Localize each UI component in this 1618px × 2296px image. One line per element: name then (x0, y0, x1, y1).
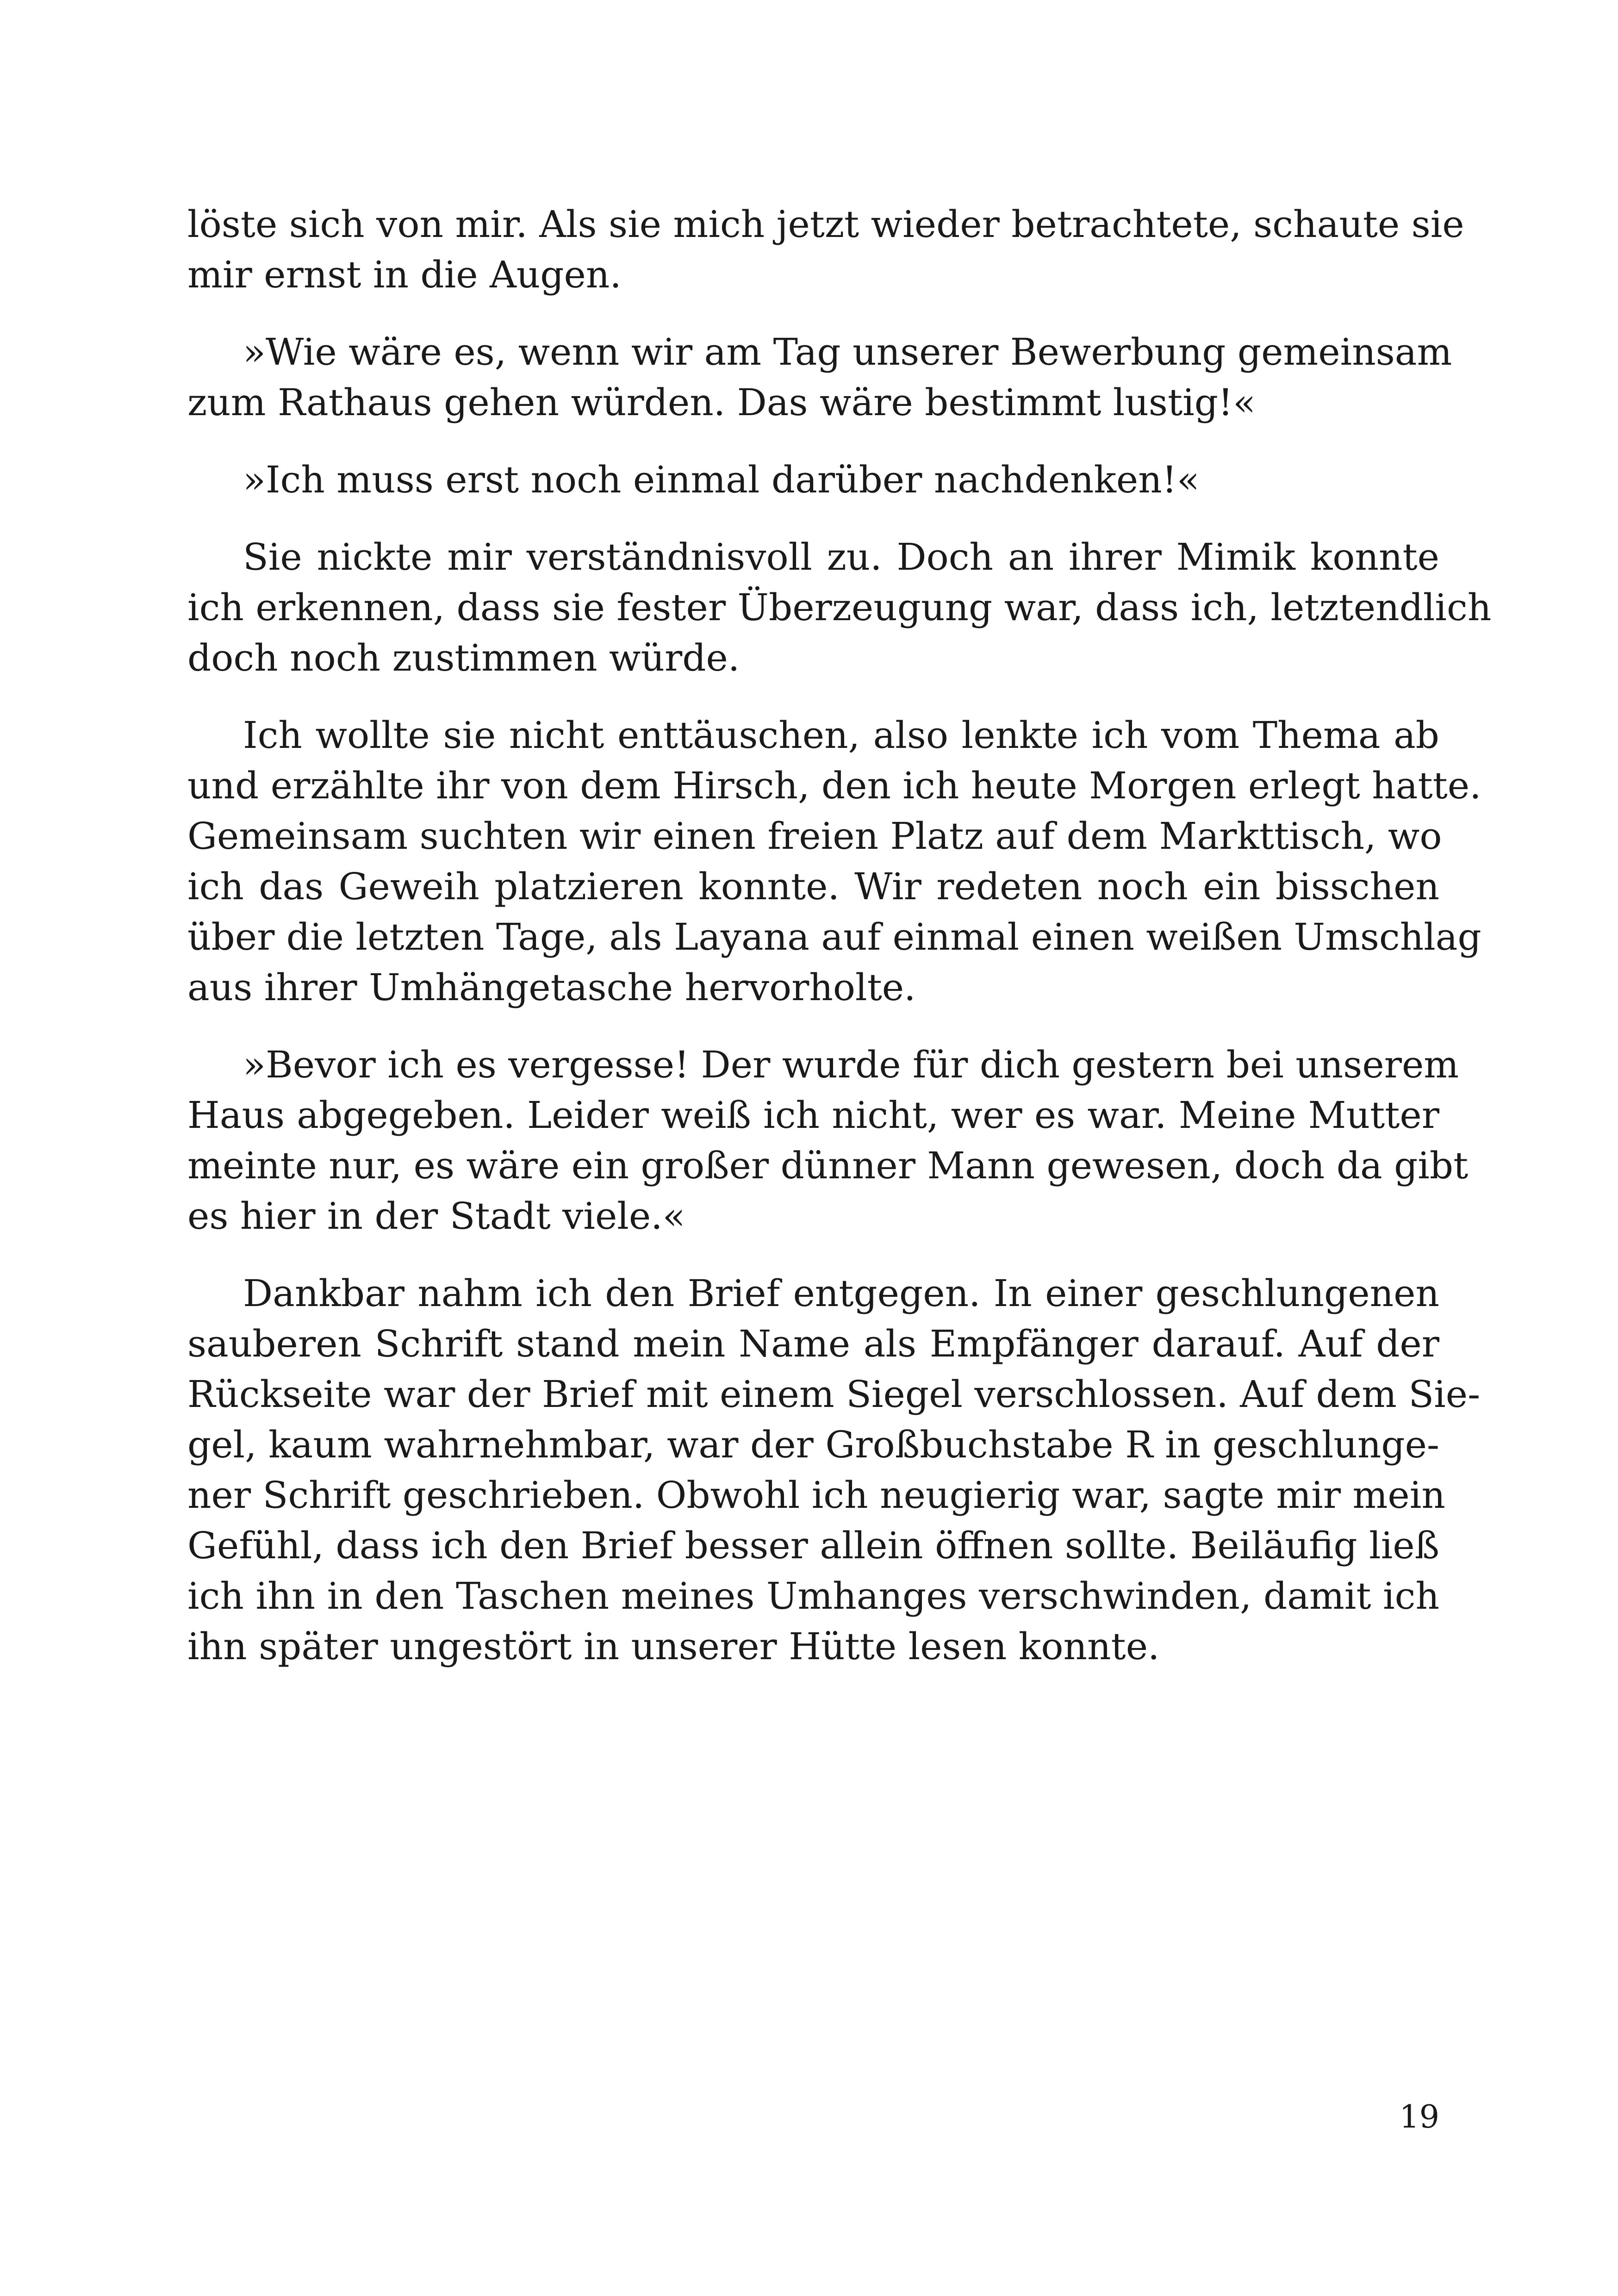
text-line: Ich wollte sie nicht enttäuschen, also lenkte ich vom Thema ab (243, 714, 1439, 757)
paragraph (187, 199, 1464, 300)
text-line: »Bevor ich es vergesse! Der wurde für dich gestern bei unserem (243, 1043, 1459, 1086)
text-line: Sie nickte mir verständnisvoll zu. Doch an ihrer Mimik konnte (243, 535, 1439, 579)
text-line: mir ernst in die Augen. (187, 253, 622, 296)
body-text (187, 199, 1492, 1699)
text-line: es hier in der Stadt viele.« (187, 1195, 685, 1238)
text-line: »Ich muss erst noch einmal darüber nachdenken!« (243, 458, 1200, 501)
text-line: über die letzten Tage, als Layana auf einmal einen weißen Umschlag (187, 915, 1481, 958)
text-line: gel, kaum wahrnehmbar, war der Großbuchstabe R in geschlunge- (187, 1423, 1439, 1466)
paragraph (187, 1039, 1469, 1241)
text-line: Gefühl, dass ich den Brief besser allein öffnen sollte. Beiläufig ließ (187, 1524, 1440, 1567)
paragraph (187, 327, 1452, 428)
text-line: Gemeinsam suchten wir einen freien Platz auf dem Markttisch, wo (187, 815, 1442, 858)
text-line: und erzählte ihr von dem Hirsch, den ich heute Morgen erlegt hatte. (187, 764, 1481, 807)
text-line: meinte nur, es wäre ein großer dünner Mann gewesen, doch da gibt (187, 1144, 1469, 1187)
text-line: zum Rathaus gehen würden. Das wäre bestimmt lustig!« (187, 381, 1256, 424)
text-line: aus ihrer Umhängetasche hervorholte. (187, 966, 916, 1009)
text-line: ner Schrift geschrieben. Obwohl ich neugierig war, sagte mir mein (187, 1474, 1445, 1517)
text-line: ich erkennen, dass sie fester Überzeugung war, dass ich, letztendlich (187, 586, 1492, 629)
text-line: Dankbar nahm ich den Brief entgegen. In einer geschlungenen (243, 1272, 1439, 1315)
page-number: 19 (1399, 2099, 1439, 2135)
text-line: löste sich von mir. Als sie mich jetzt wieder betrachtete, schaute sie (187, 203, 1464, 246)
paragraph (187, 1268, 1481, 1672)
text-line: sauberen Schrift stand mein Name als Empfänger darauf. Auf der (187, 1322, 1439, 1365)
paragraph (187, 710, 1481, 1013)
text-line: Rückseite war der Brief mit einem Siegel verschlossen. Auf dem Sie- (187, 1373, 1481, 1416)
text-line: doch noch zustimmen würde. (187, 636, 740, 679)
text-line: Haus abgegeben. Leider weiß ich nicht, wer es war. Meine Mutter (187, 1094, 1439, 1137)
text-line: ich ihn in den Taschen meines Umhanges verschwinden, damit ich (187, 1574, 1439, 1618)
paragraph (187, 532, 1492, 683)
paragraph (187, 454, 1439, 505)
text-line: ihn später ungestört in unserer Hütte lesen konnte. (187, 1625, 1160, 1668)
text-line: ich das Geweih platzieren konnte. Wir redeten noch ein bisschen (187, 865, 1439, 908)
text-line: »Wie wäre es, wenn wir am Tag unserer Bewerbung gemeinsam (243, 330, 1452, 373)
